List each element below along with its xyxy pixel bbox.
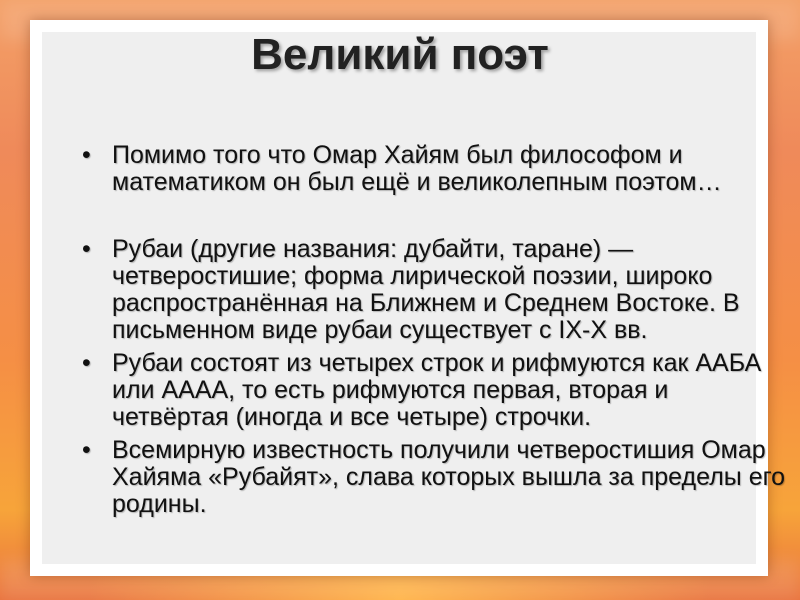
bullet-marker: • xyxy=(82,436,91,464)
list-item xyxy=(80,350,788,431)
bullet-text: Рубаи (другие названия: дубайти, таране) — четверостишие; форма лирической поэзии, широко распространённая на Ближнем и Среднем Востоке. В письменном виде рубаи существует с IX-X вв. xyxy=(112,235,740,344)
list-item xyxy=(80,437,788,518)
bullet-marker: • xyxy=(82,235,91,263)
bullet-text: Помимо того что Омар Хайям был философом и математиком он был ещё и великолепным поэтом… xyxy=(112,141,722,196)
slide-title: Великий поэт xyxy=(251,30,549,79)
bullet-list xyxy=(80,142,788,524)
bullet-marker: • xyxy=(82,349,91,377)
bullet-text: Всемирную известность получили четверостишия Омар Хайяма «Рубайят», слава которых вышла за пределы его родины. xyxy=(112,436,786,518)
bullet-marker: • xyxy=(82,141,91,169)
list-item xyxy=(80,236,788,344)
list-item xyxy=(80,142,788,196)
bullet-text: Рубаи состоят из четырех строк и рифмуются как ААБА или АААА, то есть рифмуются первая, вторая и четвёртая (иногда и все четыре) строчки. xyxy=(112,349,762,431)
